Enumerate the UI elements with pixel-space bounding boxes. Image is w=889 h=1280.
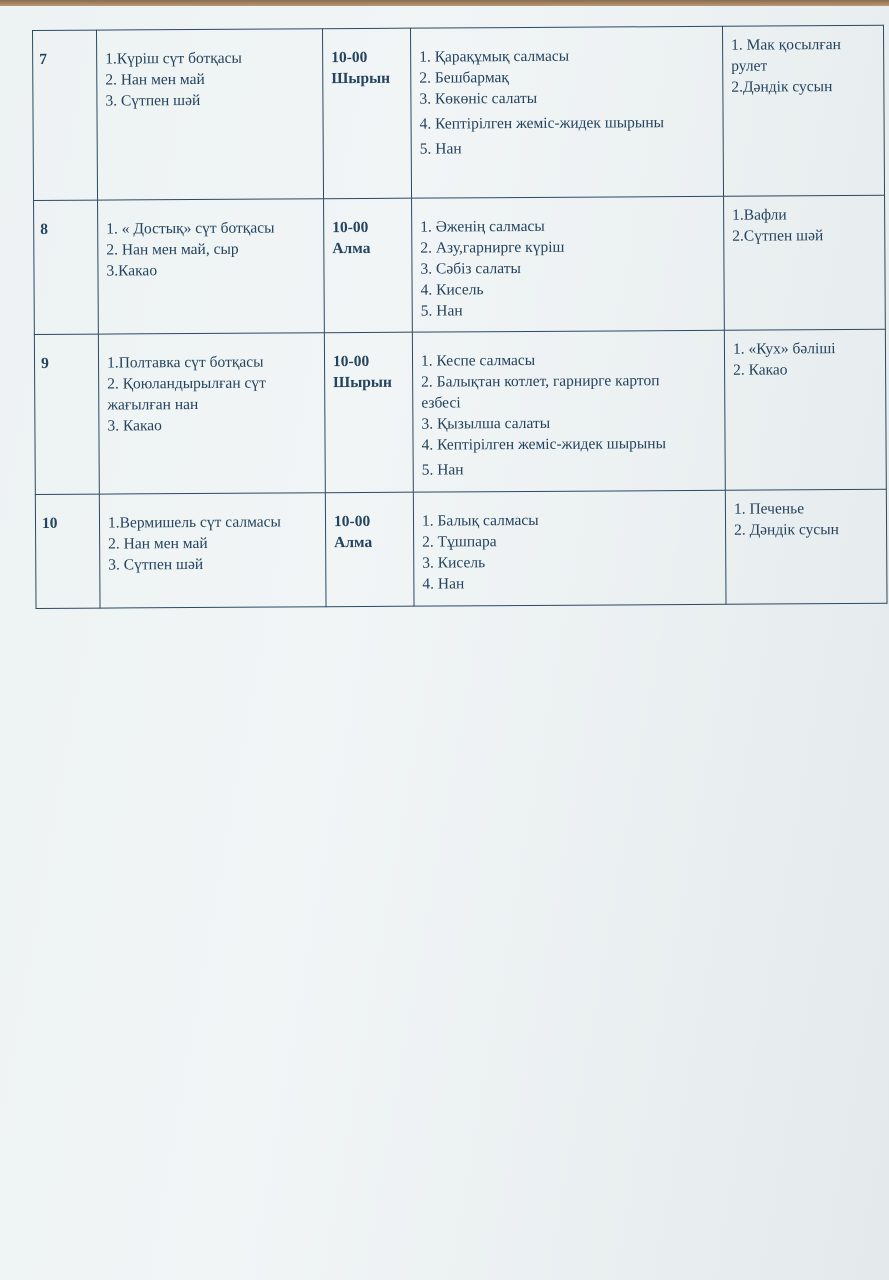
afternoon-item: 1. Печенье <box>733 500 805 518</box>
snack-time: 10-00 <box>332 218 369 237</box>
lunch-item: 4. Нан <box>422 575 465 593</box>
snack-cell <box>324 198 413 333</box>
snack-cell <box>324 332 413 493</box>
table-row <box>34 195 886 334</box>
lunch-item: 4. Кептірілген жеміс-жидек шырыны <box>419 114 665 133</box>
snack-item: Шырын <box>331 69 391 88</box>
lunch-item: 2. Азу,гарнирге күріш <box>420 238 565 257</box>
day-number: 7 <box>39 50 47 68</box>
lunch-item: 3. Қызылша салаты <box>421 414 551 433</box>
table-row <box>33 25 885 200</box>
breakfast-item: 1.Полтавка сүт ботқасы <box>106 353 264 372</box>
lunch-item: 5. Нан <box>419 140 462 158</box>
lunch-item: 4. Кисель <box>420 281 484 299</box>
breakfast-item: 3. Какао <box>107 417 162 435</box>
breakfast-item: 1.Күріш сүт ботқасы <box>105 49 243 68</box>
day-number: 10 <box>41 514 58 532</box>
lunch-cell <box>413 490 726 606</box>
afternoon-item: 1. «Кух» бәліші <box>732 340 836 358</box>
day-number-cell <box>35 494 100 608</box>
afternoon-item: 1.Вафли <box>732 206 787 224</box>
snack-item: Алма <box>334 533 373 552</box>
lunch-item: 5. Нан <box>420 302 463 320</box>
afternoon-item: 2. Дәндік сусын <box>734 521 839 539</box>
lunch-cell <box>412 196 725 332</box>
breakfast-cell <box>97 29 324 200</box>
snack-cell <box>322 28 411 199</box>
lunch-item: 5. Нан <box>421 461 464 479</box>
lunch-item: 3. Көкөніс салаты <box>419 89 538 108</box>
afternoon-snack-cell <box>725 489 887 604</box>
breakfast-cell <box>98 199 325 334</box>
menu-table <box>32 25 888 609</box>
afternoon-item: 2.Дәндік сусын <box>731 78 833 96</box>
afternoon-snack-cell <box>722 25 884 196</box>
lunch-item: 2. Балықтан котлет, гарнирге картоп <box>421 372 660 391</box>
lunch-cell <box>410 26 723 198</box>
breakfast-item: 3. Сүтпен шәй <box>108 555 204 574</box>
day-number-cell <box>33 30 98 200</box>
day-number: 9 <box>40 354 49 372</box>
table-row <box>35 489 887 608</box>
day-number-cell <box>34 334 99 494</box>
table-row <box>34 329 886 494</box>
breakfast-item: 3. Сүтпен шәй <box>105 91 201 110</box>
day-number-cell <box>34 200 99 334</box>
snack-time: 10-00 <box>331 48 368 67</box>
afternoon-item: 1. Мак қосылған <box>731 36 841 54</box>
lunch-item: 1. Кеспе салмасы <box>420 351 536 370</box>
breakfast-item: 3.Какао <box>106 262 158 280</box>
snack-time: 10-00 <box>333 512 371 531</box>
afternoon-snack-cell <box>724 329 886 490</box>
breakfast-item: 2. Нан мен май <box>105 70 205 89</box>
breakfast-item: 1.Вермишель сүт салмасы <box>107 513 281 532</box>
lunch-item: 3. Сәбіз салаты <box>420 260 521 278</box>
breakfast-item: жағылған нан <box>107 395 199 414</box>
breakfast-item: 2. Нан мен май, сыр <box>106 240 239 259</box>
lunch-item: 1. Балық салмасы <box>421 511 539 530</box>
lunch-item: 4. Кептірілген жеміс-жидек шырыны <box>421 435 667 454</box>
lunch-item: езбесі <box>421 394 461 412</box>
lunch-item: 2. Тұшпара <box>422 533 497 551</box>
day-number: 8 <box>40 220 49 238</box>
snack-cell <box>325 492 414 607</box>
snack-item: Шырын <box>333 373 392 392</box>
breakfast-item: 2. Қоюландырылған сүт <box>107 374 266 393</box>
lunch-item: 2. Бешбармақ <box>419 69 509 87</box>
snack-time: 10-00 <box>332 352 370 371</box>
afternoon-item: 2.Сүтпен шәй <box>732 227 824 245</box>
afternoon-item: рулет <box>731 57 768 75</box>
afternoon-item: 2. Какао <box>733 361 788 379</box>
breakfast-item: 2. Нан мен май <box>108 534 208 553</box>
afternoon-snack-cell <box>724 195 886 330</box>
lunch-cell <box>412 330 725 492</box>
lunch-item: 1. Әженің салмасы <box>420 217 545 236</box>
breakfast-cell <box>99 493 326 608</box>
breakfast-item: 1. « Достық» сүт ботқасы <box>106 219 275 238</box>
snack-item: Алма <box>332 239 371 258</box>
breakfast-cell <box>98 333 325 494</box>
lunch-item: 1. Қарақұмық салмасы <box>419 47 570 66</box>
lunch-item: 3. Кисель <box>422 554 486 572</box>
